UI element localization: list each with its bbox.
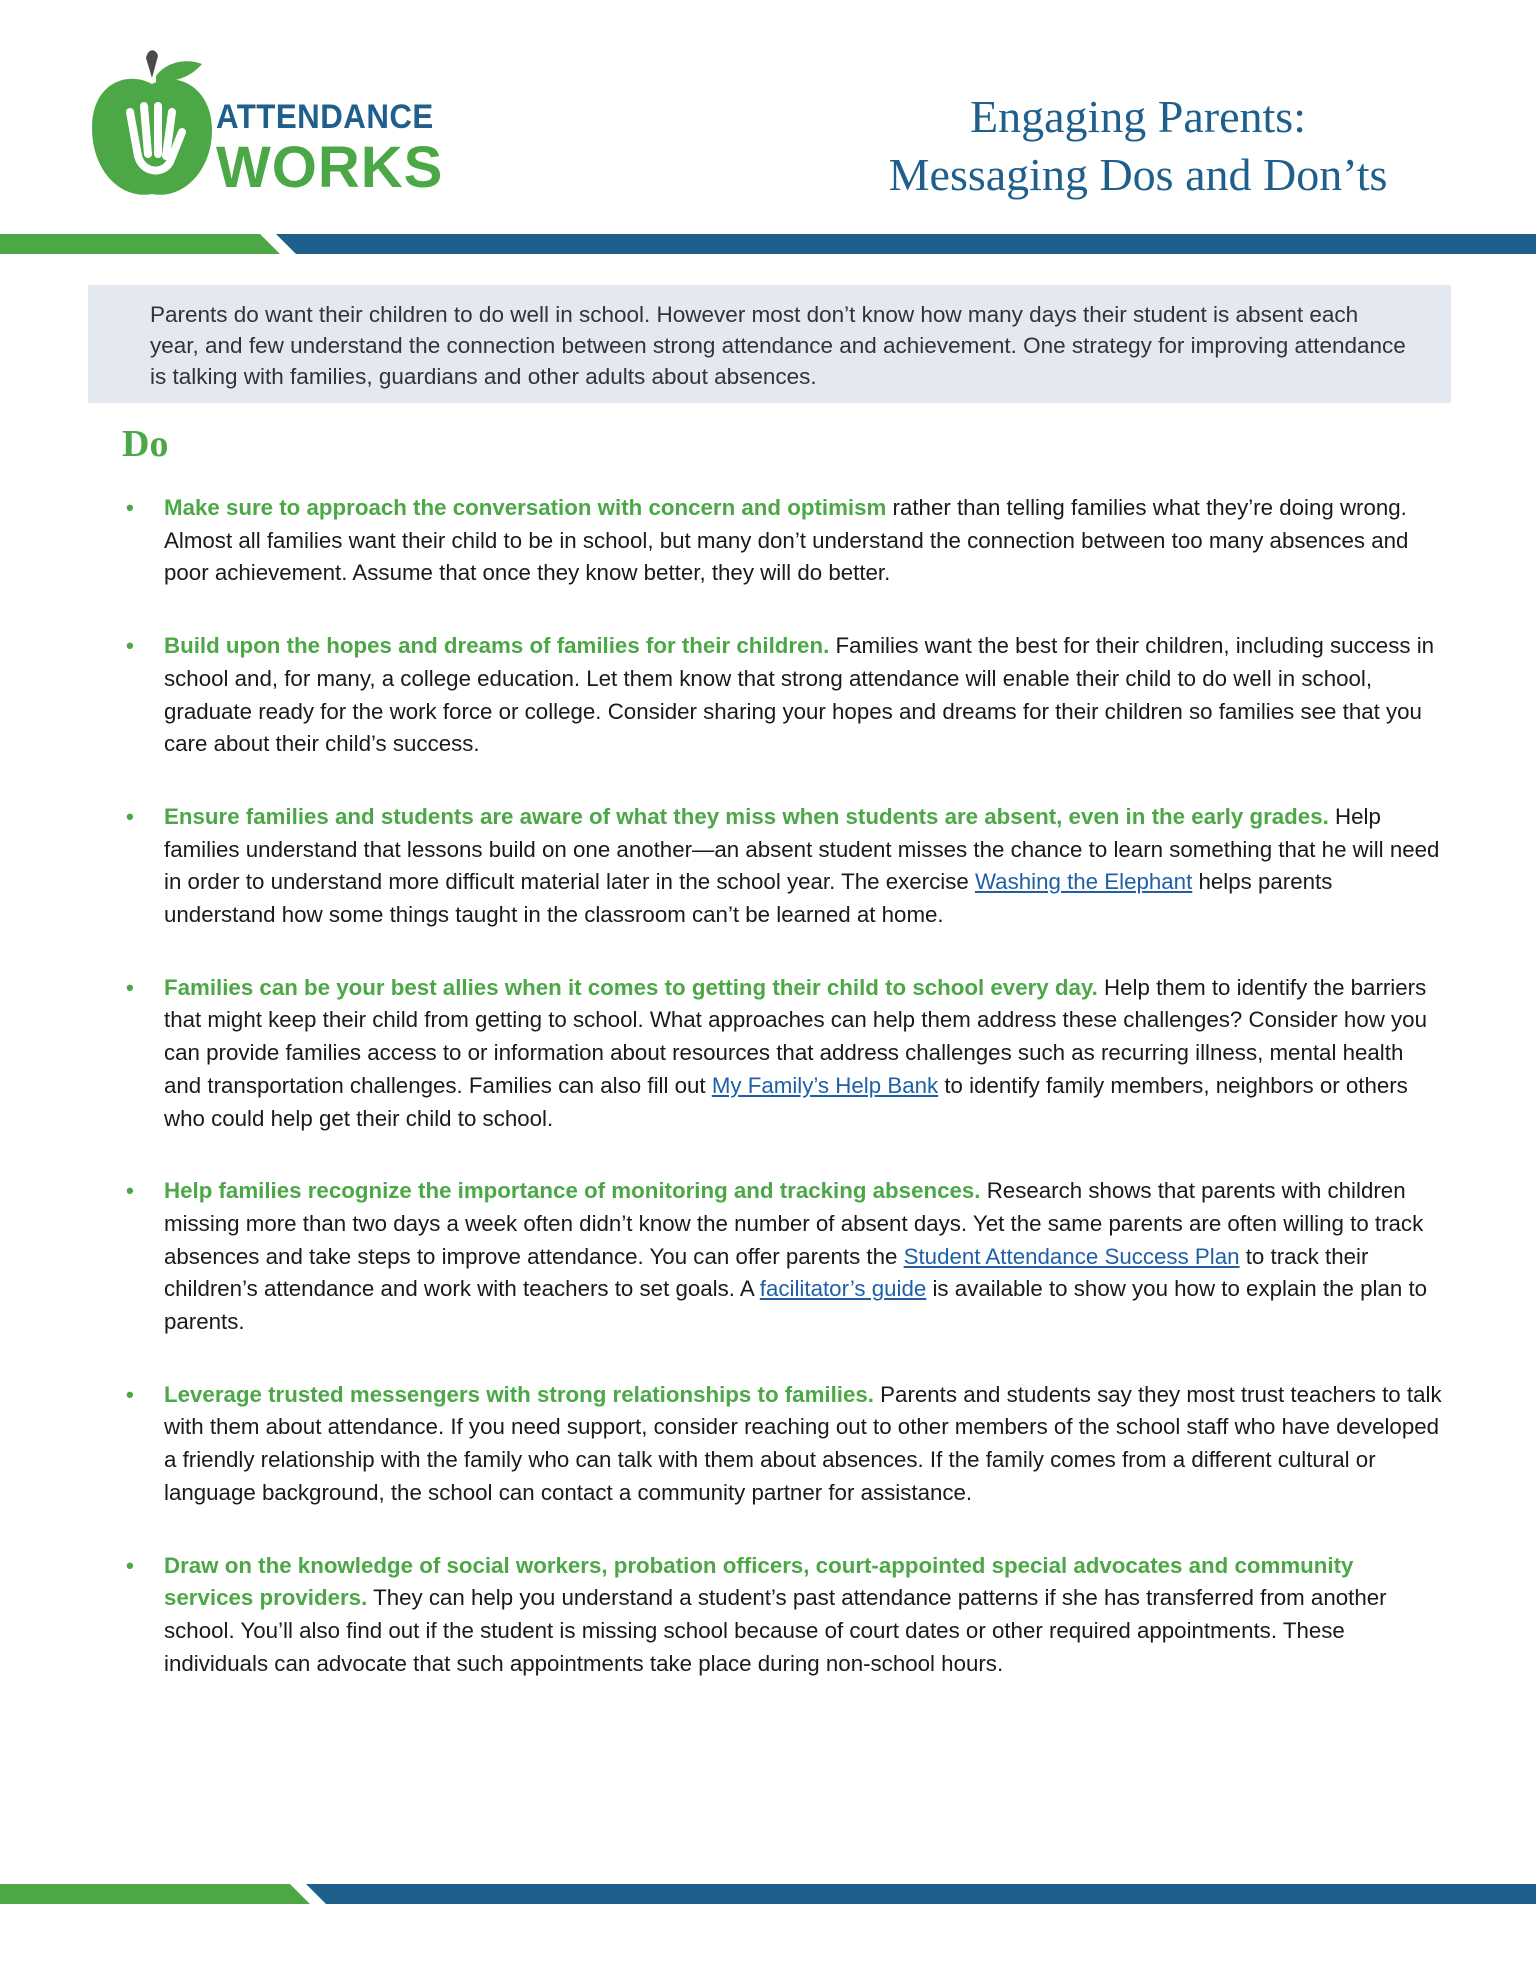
footer-divider: [0, 1884, 1536, 1904]
bullet-icon: •: [126, 1381, 134, 1407]
link-washing-the-elephant[interactable]: Washing the Elephant: [974, 869, 1193, 895]
item-text: Research shows that parents with children missing more than two days a week often didn’t know the number of absent days. Yet the same parents are often willing to track absences and take steps to improve attendance. You can offer parents the: [164, 1178, 1424, 1269]
bullet-icon: •: [126, 803, 134, 829]
item-text: Help families understand that lessons build on one another—an absent student misses the chance to learn something that he will need in order to understand more difficult material later in the school year. The exercise: [164, 803, 1440, 895]
bullet-icon: •: [126, 495, 134, 520]
attendance-works-logo: [86, 48, 446, 208]
item-text: is available to show you how to explain the plan to parents.: [164, 1276, 1428, 1335]
page-header: [0, 0, 1536, 260]
list-item: [122, 630, 1442, 761]
link-student-attendance-success-plan[interactable]: Student Attendance Success Plan: [903, 1243, 1240, 1269]
header-divider: [0, 234, 1536, 254]
logo-text-works: WORKS: [216, 135, 444, 200]
item-text: Parents and students say they most trust teachers to talk with them about attendance. If you need support, consider reaching out to other members of the school staff who have developed a friendly relationship with the family who can talk with them about absences. If the family comes from a different cultural or language background, the school can contact a community partner for assistance.: [164, 1381, 1442, 1505]
bullet-icon: •: [126, 1552, 134, 1578]
title-line-1: Engaging Parents:: [970, 91, 1306, 142]
list-item: [122, 972, 1442, 1136]
item-lead: Leverage trusted messengers with strong relationships to families.: [164, 1381, 874, 1407]
logo-text-attendance: ATTENDANCE: [216, 98, 434, 136]
list-item: [122, 492, 1442, 590]
item-text: They can help you understand a student’s past attendance patterns if she has transferred from another school. You’ll also find out if the student is missing school because of court dates or other required appointments. These individuals can advocate that such appointments take place during non-school hours.: [164, 1585, 1387, 1676]
item-text: Families want the best for their children, including success in school and, for many, a college education. Let them know that strong attendance will enable their child to do well in school, graduate ready for the work force or college. Consider sharing your hopes and dreams for their children so families see that you care about their child’s success.: [164, 633, 1435, 757]
item-text: to identify family members, neighbors or others who could help get their child to school.: [164, 1072, 1408, 1131]
link-facilitators-guide[interactable]: facilitator’s guide: [759, 1276, 927, 1302]
item-lead: Help families recognize the importance of monitoring and tracking absences.: [164, 1178, 981, 1204]
list-item: [122, 1379, 1442, 1510]
item-text: to track their children’s attendance and work with teachers to set goals. A: [164, 1243, 1369, 1302]
list-item: [122, 801, 1442, 932]
intro-callout: Parents do want their children to do well in school. However most don’t know how many days their student is absent each year, and few understand the connection between strong attendance and achievement. One strategy for improving attendance is talking with families, guardians and other adults about absences.: [88, 285, 1451, 403]
bullet-icon: •: [126, 974, 134, 1000]
item-lead: Make sure to approach the conversation with concern and optimism: [164, 495, 887, 520]
item-text: Help them to identify the barriers that might keep their child from getting to school. What approaches can help them address these challenges? Consider how you can provide families access to or information about resources that address challenges such as recurring illness, mental health and transportation challenges. Families can also fill out: [164, 974, 1427, 1098]
link-my-familys-help-bank[interactable]: My Family’s Help Bank: [711, 1072, 939, 1098]
bullet-icon: •: [126, 1178, 134, 1204]
list-item: [122, 1175, 1442, 1339]
page-title: [828, 88, 1448, 204]
item-lead: Ensure families and students are aware of what they miss when students are absent, even in the early grades.: [164, 803, 1329, 829]
item-lead: Families can be your best allies when it comes to getting their child to school every day.: [164, 974, 1098, 1000]
section-title-do: Do: [122, 423, 169, 465]
title-line-2: Messaging Dos and Don’ts: [888, 149, 1388, 200]
item-text: helps parents understand how some things taught in the classroom can’t be learned at home.: [164, 869, 1333, 928]
do-list: [122, 492, 1442, 1680]
item-lead: Draw on the knowledge of social workers, probation officers, court-appointed special advocates and community services providers.: [164, 1552, 1354, 1611]
list-item: [122, 1550, 1442, 1681]
bullet-icon: •: [126, 633, 134, 659]
item-text: rather than telling families what they’re doing wrong. Almost all families want their child to be in school, but many don’t understand the connection between too many absences and poor achievement. Assume that once they know better, they will do better.: [164, 495, 1409, 586]
apple-hand-icon: [86, 48, 226, 208]
item-lead: Build upon the hopes and dreams of families for their children.: [164, 633, 830, 659]
